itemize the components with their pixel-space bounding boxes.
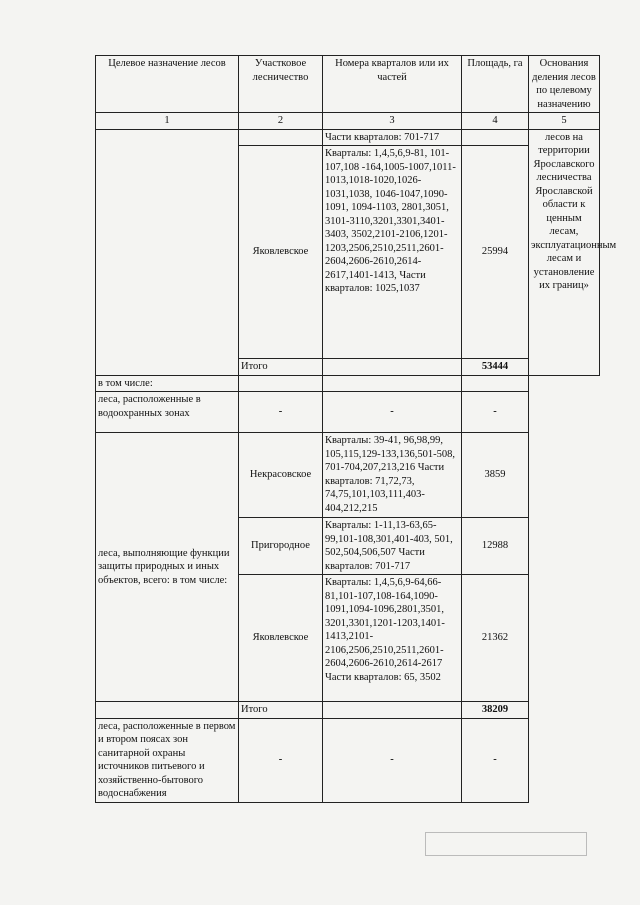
total-label: Итого bbox=[239, 359, 323, 376]
table-row bbox=[96, 392, 600, 433]
district-cell: Яковлевское bbox=[239, 146, 323, 359]
col-num-1: 1 bbox=[96, 113, 239, 130]
dash-cell: - bbox=[239, 718, 323, 802]
area-cell: 12988 bbox=[462, 518, 529, 575]
purpose-cell-empty bbox=[96, 702, 239, 719]
district-cell: Яковлевское bbox=[239, 575, 323, 702]
including-label: в том числе: bbox=[96, 375, 239, 392]
protection-label: леса, выполняющие функции защиты природных и иных объектов, всего: в том числе: bbox=[96, 433, 239, 702]
empty-cell bbox=[462, 375, 529, 392]
district-cell: Пригородное bbox=[239, 518, 323, 575]
quarters-cell: Кварталы: 1-11,13-63,65-99,101-108,301,401-403, 501, 502,504,506,507 Части кварталов: 701-717 bbox=[323, 518, 462, 575]
dash-cell: - bbox=[239, 392, 323, 433]
column-number-row bbox=[96, 113, 600, 130]
basis-cell: лесов на территории Ярославского лесничества Ярославской области к ценным лесам, эксплуатационным лесам и установление их границ» bbox=[529, 129, 600, 375]
dash-cell: - bbox=[462, 718, 529, 802]
quarters-cell: Части кварталов: 701-717 bbox=[323, 129, 462, 146]
purpose-cell-empty bbox=[96, 129, 239, 375]
header-area: Площадь, га bbox=[462, 56, 529, 113]
total-row bbox=[96, 702, 600, 719]
quarters-cell: Кварталы: 39-41, 96,98,99, 105,115,129-133,136,501-508, 701-704,207,213,216 Части кварталов: 71,72,73, 74,75,101,103,111,403-404,212,215 bbox=[323, 433, 462, 518]
area-cell: 3859 bbox=[462, 433, 529, 518]
district-cell-empty bbox=[239, 129, 323, 146]
total-label: Итого bbox=[239, 702, 323, 719]
header-purpose: Целевое назначение лесов bbox=[96, 56, 239, 113]
header-row bbox=[96, 56, 600, 113]
district-cell: Некрасовское bbox=[239, 433, 323, 518]
col-num-4: 4 bbox=[462, 113, 529, 130]
total-value: 38209 bbox=[462, 702, 529, 719]
dash-cell: - bbox=[462, 392, 529, 433]
water-zone-label: леса, расположенные в водоохранных зонах bbox=[96, 392, 239, 433]
dash-cell: - bbox=[323, 392, 462, 433]
forest-purpose-table bbox=[95, 55, 617, 803]
area-cell: 21362 bbox=[462, 575, 529, 702]
col-num-3: 3 bbox=[323, 113, 462, 130]
table-row bbox=[96, 375, 600, 392]
area-cell: 25994 bbox=[462, 146, 529, 359]
total-value: 53444 bbox=[462, 359, 529, 376]
empty-cell bbox=[239, 375, 323, 392]
header-quarters: Номера кварталов или их частей bbox=[323, 56, 462, 113]
table-row bbox=[96, 433, 600, 518]
area-cell-empty bbox=[462, 129, 529, 146]
col-num-2: 2 bbox=[239, 113, 323, 130]
header-district: Участковое лесничество bbox=[239, 56, 323, 113]
sanitary-zone-label: леса, расположенные в первом и втором поясах зон санитарной охраны источников питьевого и хозяйственно-бытового водоснабжения bbox=[96, 718, 239, 802]
quarters-cell: Кварталы: 1,4,5,6,9-81, 101-107,108 -164,1005-1007,1011-1013,1018-1020,1026-1031,1038, 1046-1047,1090-1091, 1094-1103, 2801,3051, 3101-3110,3201,3301,3401-3403, 3502,2101-2106,1201-1203,2506,2510,2511,2601-2604,2606-2610,2614-2617,1401-1413, Части кварталов: 1025,1037 bbox=[323, 146, 462, 359]
empty-cell bbox=[323, 375, 462, 392]
header-basis: Основания деления лесов по целевому назначению bbox=[529, 56, 600, 113]
basis-cell-empty bbox=[529, 375, 600, 802]
faded-stamp bbox=[425, 832, 587, 856]
quarters-cell: Кварталы: 1,4,5,6,9-64,66-81,101-107,108-164,1090-1091,1094-1096,2801,3501, 3201,3301,1201-1203,1401-1413,2101-2106,2506,2510,2511,2601-2604,2606-2610,2614-2617 Части кварталов: 65, 3502 bbox=[323, 575, 462, 702]
dash-cell: - bbox=[323, 718, 462, 802]
total-quarters-empty bbox=[323, 702, 462, 719]
col-num-5: 5 bbox=[529, 113, 600, 130]
table-row bbox=[96, 718, 600, 802]
table-row bbox=[96, 129, 600, 146]
total-quarters-empty bbox=[323, 359, 462, 376]
